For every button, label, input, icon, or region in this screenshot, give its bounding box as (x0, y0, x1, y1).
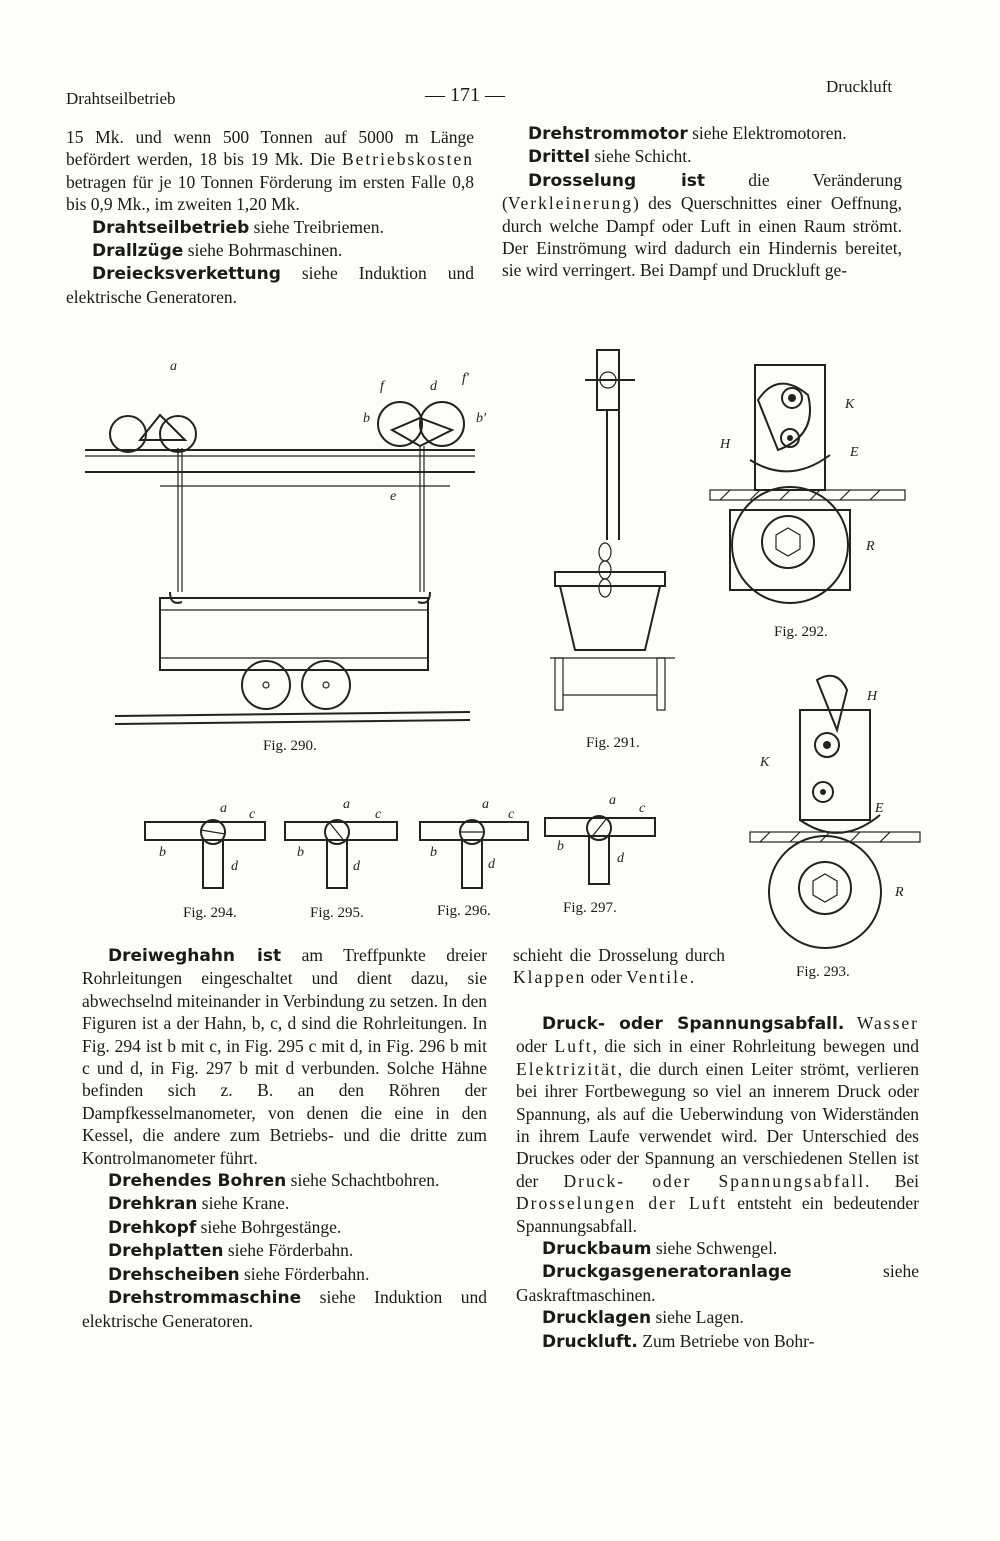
entry-drittel: Drittel siehe Schicht. (528, 146, 692, 168)
entry-drallzuege: Drallzüge siehe Bohrmaschinen. (92, 240, 343, 262)
caption-fig-294: Fig. 294. (183, 905, 237, 921)
bottom-right-column (516, 1012, 919, 1353)
label: a (220, 801, 227, 816)
label: K (760, 755, 770, 770)
label: K (845, 397, 855, 412)
label: d (488, 857, 495, 872)
entry-druckgasgeneratoranlage: Druckgasgeneratoranlage siehe Gaskraftmaschinen. (516, 1261, 919, 1305)
entry-drehscheiben: Drehscheiben siehe Förderbahn. (108, 1263, 370, 1285)
caption-fig-296: Fig. 296. (437, 903, 491, 919)
label: b' (476, 411, 486, 426)
label: E (850, 445, 859, 460)
label: c (639, 801, 646, 816)
figure-293 (745, 670, 925, 960)
entry-druckabfall: Druck- oder Spannungsabfall. Wasser oder Luft, die sich in einer Rohrleitung bewegen und Elektrizität, die durch einen Leiter strömt, verlieren bei ihrer Fortbewegung so viel an innerem Druck oder Spannung, als auf die Ueberwindung von Widerständen in ihrem Laufe verwendet wird. Der Unterschied des Druckes oder der Spannung an verschiedenen Stellen ist der Druck- oder Spannungsabfall. Bei Drosselungen der Luft entsteht ein bedeutender Spannungsabfall. (516, 1013, 920, 1236)
label: b (159, 845, 166, 860)
caption-fig-297: Fig. 297. (563, 900, 617, 916)
label: R (895, 885, 904, 900)
figure-290 (80, 359, 486, 740)
top-right-column (502, 122, 902, 282)
top-left-column (66, 126, 474, 308)
paragraph: 15 Mk. und wenn 500 Tonnen auf 5000 m Länge befördert werden, 18 bis 19 Mk. Die Betriebskosten betragen für je 10 Tonnen Förderung im ersten Falle 0,8 bis 0,9 Mk., im zweiten 1,20 Mk. (66, 127, 474, 215)
entry-drehkran: Drehkran siehe Krane. (108, 1193, 290, 1215)
label: E (875, 801, 884, 816)
caption-fig-292: Fig. 292. (774, 624, 828, 640)
label: d (353, 859, 360, 874)
label: a (170, 359, 177, 374)
label: d (231, 859, 238, 874)
label: b (363, 411, 370, 426)
label: a (482, 797, 489, 812)
label: b (430, 845, 437, 860)
caption-fig-291: Fig. 291. (586, 735, 640, 751)
paragraph: schieht die Drosselung durch Klappen oder Ventile. (513, 945, 725, 988)
entry-drucklagen: Drucklagen siehe Lagen. (542, 1307, 744, 1329)
label: f (380, 379, 384, 394)
bottom-right-narrow (513, 944, 725, 989)
entry-drehendes-bohren: Drehendes Bohren siehe Schachtbohren. (108, 1170, 440, 1192)
entry-dreiweghahn: Dreiweghahn ist am Treffpunkte dreier Rohrleitungen eingeschaltet und dient dazu, sie abwechselnd miteinander in Verbindung zu setzen. In den Figuren ist a der Hahn, b, c, d sind die Rohrleitungen. In Fig. 294 ist b mit c, in Fig. 295 c mit d, in Fig. 296 b mit c und d, in Fig. 297 b mit d verbunden. Solche Hähne befinden sich z. B. an den Röhren der Dampfkesselmanometer, von denen die eine in den Kessel, die andere zum Betriebs- und die dritte zum Kontrolmanometer führt. (82, 945, 487, 1168)
bottom-left-column (82, 944, 487, 1332)
label: e (390, 489, 397, 504)
entry-drehstrommaschine: Drehstrommaschine siehe Induktion und elektrische Generatoren. (82, 1287, 487, 1331)
entry-druckbaum: Druckbaum siehe Schwengel. (542, 1238, 778, 1260)
label: H (720, 437, 731, 452)
running-head-right: Druckluft (826, 77, 893, 96)
caption-fig-293: Fig. 293. (796, 964, 850, 980)
figure-292 (710, 360, 910, 600)
label: a (609, 793, 616, 808)
entry-dreiecksverkettung: Dreiecksverkettung siehe Induktion und elektrische Generatoren. (66, 263, 474, 307)
figure-291 (545, 340, 685, 720)
caption-fig-295: Fig. 295. (310, 905, 364, 921)
figure-294 (145, 800, 275, 890)
entry-drehstrommotor: Drehstrommotor siehe Elektromotoren. (528, 123, 847, 144)
label: f' (462, 371, 469, 386)
label: c (508, 807, 515, 822)
label: c (249, 807, 256, 822)
entry-drehkopf: Drehkopf siehe Bohrgestänge. (108, 1216, 342, 1238)
caption-fig-290: Fig. 290. (263, 738, 317, 754)
label: b (297, 845, 304, 860)
label: b (557, 839, 564, 854)
label: H (867, 689, 878, 704)
entry-drahtseilbetrieb: Drahtseilbetrieb siehe Treibriemen. (92, 216, 384, 238)
entry-drehplatten: Drehplatten siehe Förderbahn. (108, 1240, 354, 1262)
page-number: — 171 — (425, 84, 505, 106)
label: d (430, 379, 437, 394)
label: R (866, 539, 875, 554)
label: d (617, 851, 624, 866)
label: c (375, 807, 382, 822)
figure-296 (420, 797, 550, 890)
label: a (343, 797, 350, 812)
figure-297 (545, 793, 675, 886)
figure-295 (285, 797, 415, 890)
running-head-left: Drahtseilbetrieb (66, 89, 176, 108)
entry-drosselung: Drosselung ist die Veränderung (Verkleinerung) des Querschnittes einer Oeffnung, durch welche Dampf oder Luft in einen Raum strömt. Der Einströmung wird dadurch ein Hindernis bereitet, sie wird verringert. Bei Dampf und Druckluft ge- (502, 169, 903, 281)
entry-druckluft: Druckluft. Zum Betriebe von Bohr- (542, 1330, 815, 1352)
